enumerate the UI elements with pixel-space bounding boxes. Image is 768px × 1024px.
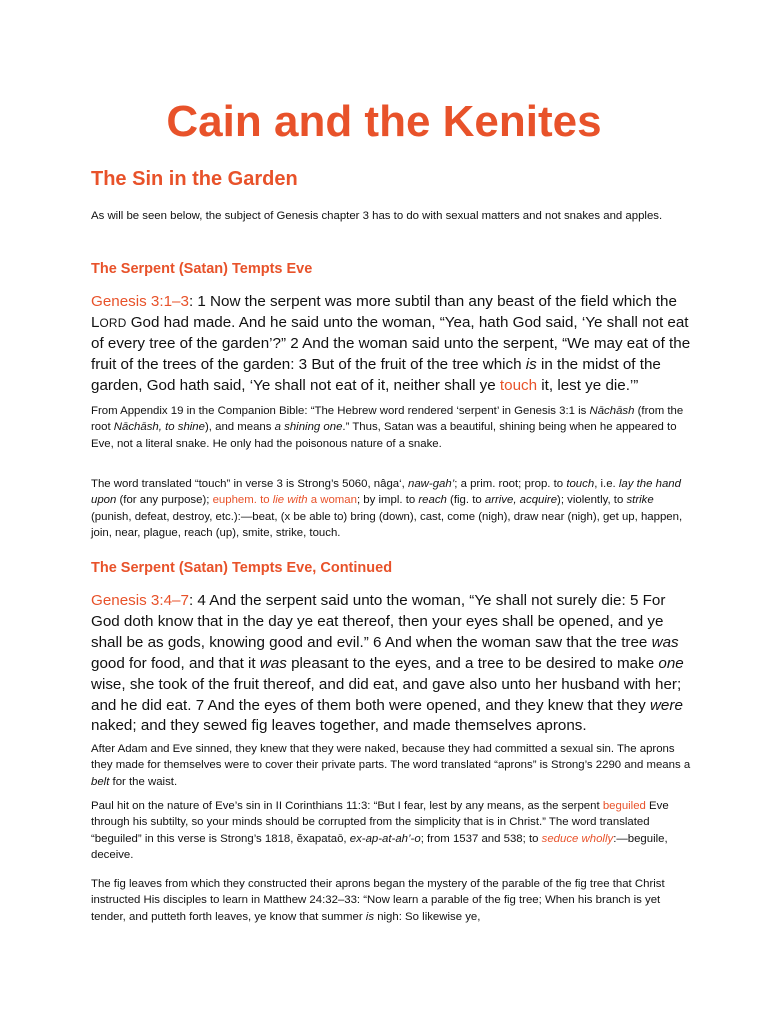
verse-genesis-3-4-7: Genesis 3:4–7: 4 And the serpent said unto the woman, “Ye shall not surely die: 5 For God doth know that in the day ye eat thereof, then your eyes shall be opened, and ye shall be as gods, knowing good and evil.” 6 And when the woman saw that the tree was good for food, and that it was pleasant to the eyes, and a tree to be desired to make one wise, she took of the fruit thereof, and did eat, and gave also unto her husband with her; and he did eat. 7 And the eyes of them both were opened, and they knew that they were naked; and they sewed fig leaves together, and made themselves aprons. xyxy=(91,592,684,735)
touch-definition-paragraph: The word translated “touch” in verse 3 is Strong’s 5060, nâga‘, naw-gah’; a prim. root; prop. to touch, i.e. lay the hand upon (for any purpose); euphem. to lie with a woman; by impl. to reach (fig. to arrive, acquire); violently, to strike (punish, defeat, destroy, etc.):—beat, (x be able to) bring (down), cast, come (nigh), draw near (nigh), get up, happen, join, near, plague, reach (up), smite, strike, touch. xyxy=(91,478,683,539)
lord-small-caps: LORD xyxy=(91,313,127,331)
appendix-19-paragraph: From Appendix 19 in the Companion Bible: “The Hebrew word rendered ‘serpent’ in Genesis 3:1 is Nāchāsh (from the root Nāchāsh, to shine), and means a shining one.” Thus, Satan was a beautiful, shining being when he appeared to Eve, not a literal snake. He only had the poisonous nature of a snake. xyxy=(91,405,684,450)
section-heading-sin-in-garden: The Sin in the Garden xyxy=(91,168,298,190)
verse-genesis-3-1-3: Genesis 3:1–3: 1 Now the serpent was more subtil than any beast of the field which the LORD God had made. And he said unto the woman, “Yea, hath God said, ‘Ye shall not eat of every tree of the garden’?” 2 And the woman said unto the serpent, “We may eat of the fruit of the trees of the garden: 3 But of the fruit of the tree which is in the midst of the garden, God hath said, ‘Ye shall not eat of it, neither shall ye touch it, lest ye die.’” xyxy=(91,293,691,394)
fig-leaves-paragraph: The fig leaves from which they constructed their aprons began the mystery of the parable of the fig tree that Christ instructed His disciples to learn in Matthew 24:32–33: “Now learn a parable of the fig tree; When his branch is yet tender, and putteth forth leaves, ye know that summer is nigh: So likewise ye, xyxy=(91,878,665,923)
seduce-wholly-link[interactable]: seduce wholly xyxy=(541,832,614,845)
subheading-serpent-tempts-eve: The Serpent (Satan) Tempts Eve xyxy=(91,261,313,277)
aprons-paragraph: After Adam and Eve sinned, they knew that they were naked, because they had committed a sexual sin. The aprons they made for themselves were to cover their private parts. The word translated “aprons” is Strong’s 2290 and means a belt for the waist. xyxy=(91,743,691,788)
euphem-link[interactable]: euphem. to lie with a woman xyxy=(212,494,357,507)
verse-reference-link[interactable]: Genesis 3:4–7 xyxy=(91,592,189,609)
touch-link[interactable]: touch xyxy=(499,376,538,394)
paul-corinthians-paragraph: Paul hit on the nature of Eve’s sin in II Corinthians 11:3: “But I fear, lest by any means, as the serpent beguiled Eve through his subtilty, so your minds should be corrupted from the simplicity that is in Christ.” The word translated “beguiled” in this verse is Strong’s 1818, ĕxapataō, ex-ap-at-ah’-o; from 1537 and 538; to seduce wholly:—beguile, deceive. xyxy=(91,800,669,861)
subheading-serpent-tempts-eve-continued: The Serpent (Satan) Tempts Eve, Continued xyxy=(91,560,393,576)
document-title: Cain and the Kenites xyxy=(166,97,602,146)
beguiled-link[interactable]: beguiled xyxy=(602,800,646,812)
verse-reference-link[interactable]: Genesis 3:1–3 xyxy=(91,293,189,310)
intro-paragraph: As will be seen below, the subject of Genesis chapter 3 has to do with sexual matters and not snakes and apples. xyxy=(91,210,663,222)
